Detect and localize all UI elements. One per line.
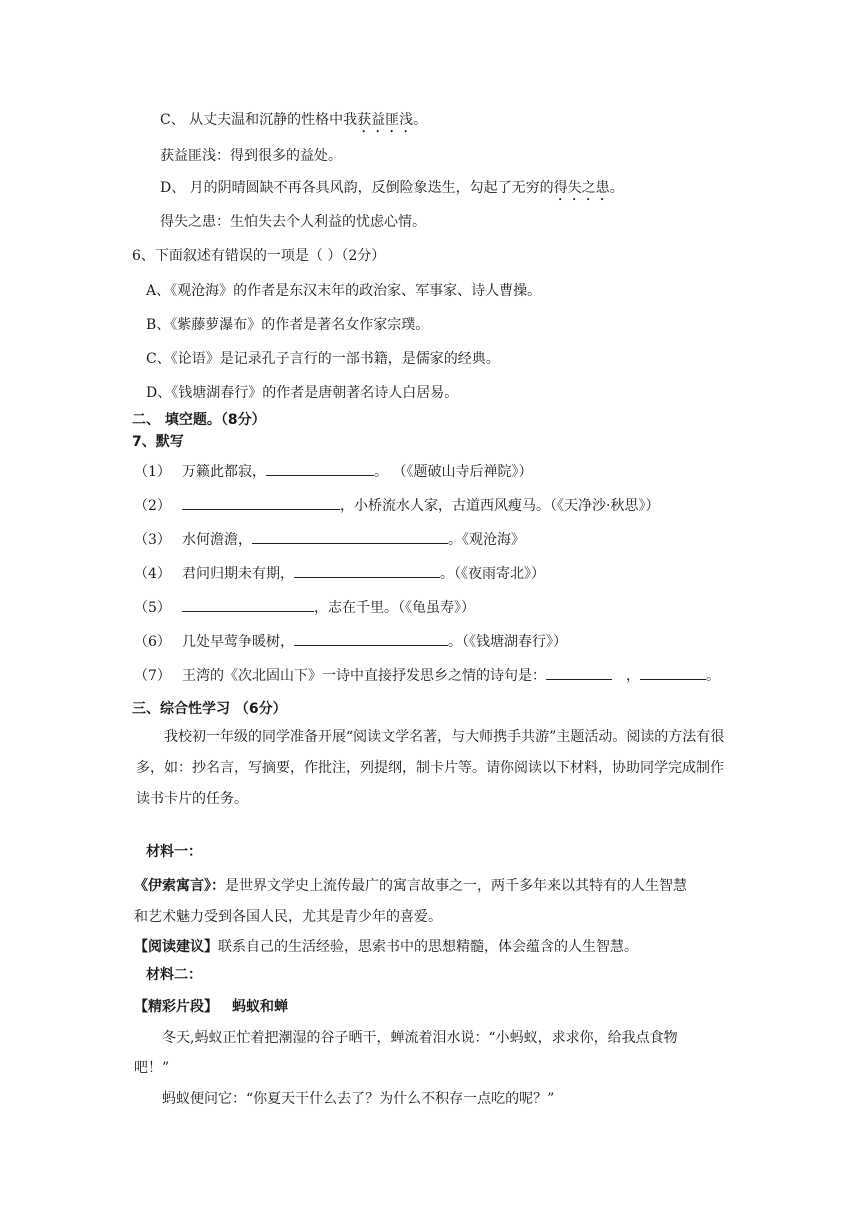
- item-text: 几处早莺争暖树，: [182, 634, 294, 650]
- item-source: ，小桥流水人家，古道西风瘦马。（《天净沙·秋思》）: [340, 498, 660, 514]
- q5-option-d-note: 得失之患：生怕失去个人利益的忧虑心情。: [160, 214, 426, 230]
- item-number: （7）: [134, 668, 171, 684]
- story-title: 蚂蚁和蝉: [232, 999, 288, 1015]
- item-source: 。（《钱塘湖春行》）: [448, 634, 567, 650]
- answer-blank[interactable]: [182, 597, 314, 612]
- material-1-advice: [134, 937, 638, 957]
- q7-item-5: [134, 597, 475, 618]
- q6-option-c: C、《论语》是记录孔子言行的一部书籍，是儒家的经典。: [146, 351, 500, 367]
- q5-option-d-text: D、 月的阴晴圆缺不再各具风韵，反倒险象迭生，勾起了无穷的: [160, 180, 554, 196]
- item-text: 水何澹澹，: [182, 532, 252, 548]
- q6-stem: 6、下面叙述有错误的一项是（ ）（2分）: [132, 248, 386, 264]
- material-1-title: 材料一：: [146, 844, 202, 860]
- excerpt-tag: 【精彩片段】: [134, 999, 218, 1015]
- q5-option-c-term: 获益匪浅: [357, 112, 414, 128]
- q7-title: 7、默写: [132, 434, 184, 450]
- book-title: 《伊索寓言》：: [134, 878, 225, 894]
- item-source: 。《观沧海》: [448, 532, 525, 548]
- item-text: 王湾的《次北固山下》一诗中直接抒发思乡之情的诗句是：: [182, 668, 546, 684]
- item-source: 。 （《题破山寺后禅院》）: [374, 464, 533, 480]
- book-description: 是世界文学史上流传最广的寓言故事之一，两千多年来以其特有的人生智慧: [225, 878, 687, 894]
- q7-item-2: [134, 495, 659, 516]
- answer-blank[interactable]: [266, 461, 374, 476]
- material-2-heading: [134, 997, 288, 1017]
- item-separator: ，: [626, 668, 640, 684]
- item-end: 。: [706, 668, 720, 684]
- q6-option-d: D、《钱塘湖春行》的作者是唐朝著名诗人白居易。: [146, 385, 459, 401]
- item-number: （1）: [134, 464, 171, 480]
- q5-option-c-note: 获益匪浅：得到很多的益处。: [160, 148, 342, 164]
- answer-blank[interactable]: [252, 529, 448, 544]
- q7-item-7: [134, 665, 720, 686]
- section3-heading: 三、综合性学习 （6分）: [132, 701, 287, 717]
- answer-blank[interactable]: [294, 563, 440, 578]
- section3-intro: 我校初一年级的同学准备开展“阅读文学名著，与大师携手共游”主题活动。阅读的方法有很多，如：抄名言，写摘要，作批注，列提纲，制卡片等。请你阅读以下材料，协助同学完成制作读书卡片的任务。: [136, 729, 725, 807]
- item-source: ，志在千里。（《龟虽寿》）: [314, 600, 475, 616]
- q5-option-c-text: C、 从丈夫温和沉静的性格中我: [160, 112, 358, 128]
- q7-item-6: [134, 631, 567, 652]
- item-number: （2）: [134, 498, 171, 514]
- material-2-title: 材料二：: [146, 967, 202, 983]
- q7-item-4: [134, 563, 545, 584]
- item-number: （4）: [134, 566, 171, 582]
- advice-text: 联系自己的生活经验，思索书中的思想精髓，体会蕴含的人生智慧。: [218, 939, 638, 955]
- section2-heading: 二、 填空题。（8分）: [132, 412, 266, 428]
- story-paragraph-1-cont: 吧！”: [134, 1060, 170, 1076]
- q6-option-b: B、《紫藤萝瀑布》的作者是著名女作家宗璞。: [146, 317, 430, 333]
- q5-option-d-term: 得失之患: [553, 180, 610, 196]
- q5-option-d: [160, 178, 624, 204]
- answer-blank[interactable]: [182, 495, 340, 510]
- story-paragraph-1: 冬天,蚂蚁正忙着把潮湿的谷子晒干，蝉流着泪水说：“小蚂蚁，求求你，给我点食物: [162, 1030, 678, 1046]
- q5-option-d-end: 。: [609, 180, 624, 196]
- item-number: （5）: [134, 600, 171, 616]
- answer-blank[interactable]: [640, 665, 706, 680]
- answer-blank[interactable]: [546, 665, 612, 680]
- material-1-line-2: 和艺术魅力受到各国人民，尤其是青少年的喜爱。: [134, 909, 442, 925]
- q6-option-a: A、《观沧海》的作者是东汉末年的政治家、军事家、诗人曹操。: [146, 283, 542, 299]
- story-paragraph-2: 蚂蚁便问它：“你夏天干什么去了？为什么不积存一点吃的呢？”: [162, 1091, 555, 1107]
- item-text: 君问归期未有期，: [182, 566, 294, 582]
- item-text: 万籁此都寂，: [182, 464, 266, 480]
- item-number: （6）: [134, 634, 171, 650]
- item-number: （3）: [134, 532, 171, 548]
- q7-item-1: [134, 461, 532, 482]
- q7-item-3: [134, 529, 525, 550]
- q5-option-c-end: 。: [413, 112, 428, 128]
- q5-option-c: [160, 110, 427, 136]
- material-1-line-1: [134, 876, 687, 896]
- answer-blank[interactable]: [294, 631, 448, 646]
- advice-tag: 【阅读建议】: [134, 939, 218, 955]
- item-source: 。（《夜雨寄北》）: [440, 566, 545, 582]
